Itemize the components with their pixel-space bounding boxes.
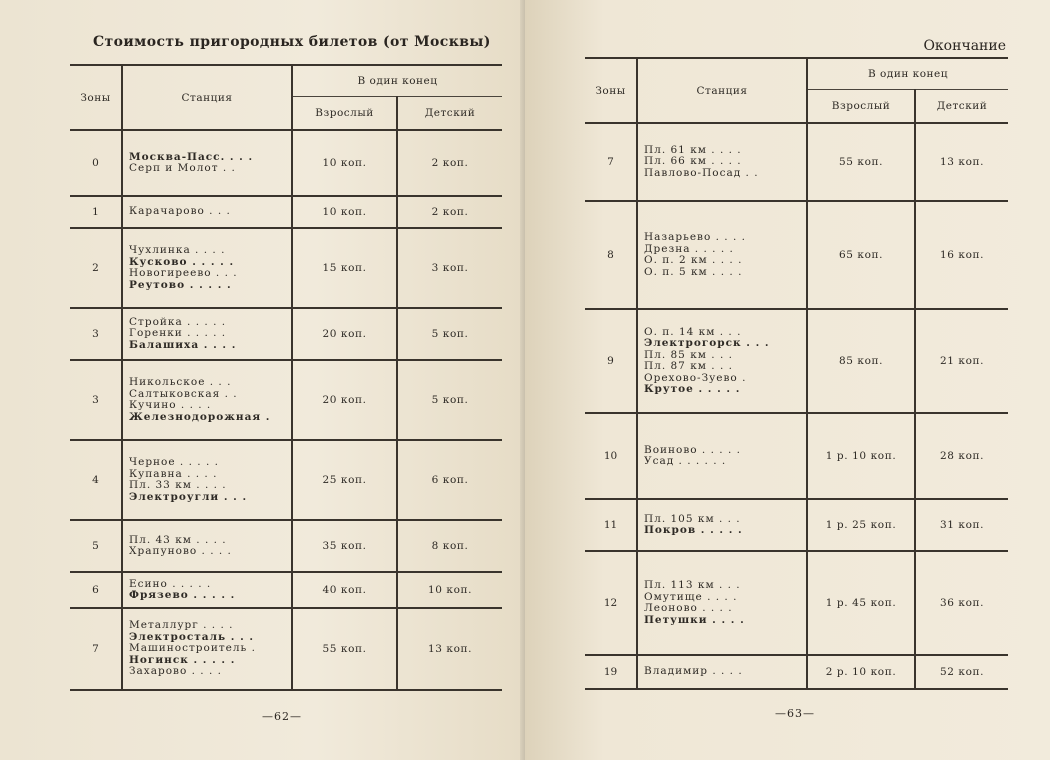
zone-header: Зоны: [595, 84, 626, 97]
zone-cell: 3: [92, 328, 99, 340]
station-name: Ногинск . . . . .: [129, 653, 236, 666]
station-name: Реутово . . . . .: [129, 278, 232, 291]
table-row: [70, 228, 502, 308]
adult-header: Взрослый: [807, 90, 915, 124]
station-cell: [637, 123, 807, 201]
zone-cell: 6: [92, 584, 99, 596]
table-row: [585, 201, 1008, 309]
station-name: Назарьево . . . .: [644, 231, 746, 243]
station-header: Станция: [637, 58, 807, 123]
station-name: Фрязево . . . . .: [129, 589, 236, 601]
child-price-cell: 8 коп.: [397, 520, 502, 572]
station-name: Пл. 43 км . . . .: [129, 533, 227, 546]
child-price-cell: 28 коп.: [915, 413, 1008, 499]
adult-price-cell: 10 коп.: [292, 130, 397, 196]
station-name: Храпуново . . . .: [129, 545, 232, 557]
one-way-header: В один конец: [292, 65, 502, 97]
child-price-cell: 10 коп.: [397, 572, 502, 608]
station-name: Омутище . . . .: [644, 590, 738, 603]
one-way-header: В один конец: [807, 58, 1008, 90]
fare-rows-left: [70, 130, 502, 690]
page-title: Стоимость пригородных билетов (от Москвы): [93, 34, 491, 50]
adult-price-cell: 1 р. 25 коп.: [807, 499, 915, 551]
adult-price-cell: 35 коп.: [292, 520, 397, 572]
table-row: [585, 655, 1008, 689]
child-price-cell: 6 коп.: [397, 440, 502, 520]
station-cell: [637, 309, 807, 413]
adult-price-cell: 10 коп.: [292, 196, 397, 228]
station-name: Есино . . . . .: [129, 577, 212, 590]
child-price-cell: 21 коп.: [915, 309, 1008, 413]
table-row: [70, 360, 502, 440]
station-name: Орехово-Зуево .: [644, 371, 747, 384]
table-row: [585, 499, 1008, 551]
adult-price-cell: 25 коп.: [292, 440, 397, 520]
station-name: Воиново . . . . .: [644, 443, 741, 456]
station-name: Электросталь . . .: [129, 630, 255, 643]
station-name: Пл. 113 км . . .: [644, 579, 741, 591]
adult-price-cell: 1 р. 10 коп.: [807, 413, 915, 499]
page-title: Окончание: [923, 38, 1006, 54]
station-name: Новогиреево . . .: [129, 267, 238, 279]
zone-cell: 1: [92, 206, 99, 218]
fare-table-right: [585, 57, 1008, 690]
station-name: О. п. 2 км . . . .: [644, 254, 743, 266]
right-page: [525, 0, 1050, 760]
zone-cell: 10: [603, 450, 618, 462]
station-cell: [122, 308, 292, 360]
child-price-cell: 13 коп.: [397, 608, 502, 690]
table-row: [585, 309, 1008, 413]
table-row: [585, 551, 1008, 655]
station-name: Захарово . . . .: [129, 665, 222, 678]
zone-cell: 7: [92, 643, 99, 655]
child-header: Детский: [397, 97, 502, 131]
station-name: Петушки . . . .: [644, 613, 745, 626]
zone-cell: 8: [607, 249, 614, 261]
child-price-cell: 16 коп.: [915, 201, 1008, 309]
adult-price-cell: 55 коп.: [292, 608, 397, 690]
station-name: Пл. 87 км . . .: [644, 360, 733, 372]
child-price-cell: 2 коп.: [397, 130, 502, 196]
zone-cell: 7: [607, 156, 614, 168]
station-name: Кучино . . . .: [129, 399, 212, 411]
fare-rows-right: [585, 123, 1008, 689]
station-cell: [637, 655, 807, 689]
table-row: [70, 196, 502, 228]
station-name: Электроугли . . .: [129, 490, 248, 503]
station-name: Пл. 85 км . . .: [644, 348, 733, 361]
adult-price-cell: 2 р. 10 коп.: [807, 655, 915, 689]
station-name: Чухлинка . . . .: [129, 244, 226, 256]
zone-cell: 12: [603, 597, 618, 609]
station-name: Покров . . . . .: [644, 524, 743, 536]
station-name: Карачарово . . .: [129, 205, 231, 218]
station-name: Пл. 61 км . . . .: [644, 143, 742, 156]
station-name: Дрезна . . . . .: [644, 242, 734, 255]
station-cell: [122, 130, 292, 196]
station-name: Пл. 66 км . . . .: [644, 155, 742, 168]
child-price-cell: 13 коп.: [915, 123, 1008, 201]
station-header: Станция: [122, 65, 292, 130]
station-name: Металлург . . . .: [129, 619, 234, 632]
adult-price-cell: 85 коп.: [807, 309, 915, 413]
adult-price-cell: 20 коп.: [292, 360, 397, 440]
station-name: Электрогорск . . .: [644, 337, 770, 349]
station-name: Усад . . . . . .: [644, 455, 727, 467]
station-name: Пл. 105 км . . .: [644, 512, 741, 525]
station-cell: [122, 196, 292, 228]
zone-cell: 5: [92, 540, 99, 552]
station-name: Серп и Молот . .: [129, 162, 236, 174]
station-name: Купавна . . . .: [129, 467, 218, 480]
child-price-cell: 3 коп.: [397, 228, 502, 308]
station-name: Москва-Пасс. . . .: [129, 150, 254, 163]
adult-header: Взрослый: [292, 97, 397, 131]
fare-table-left: [70, 64, 502, 691]
station-name: Железнодорожная .: [129, 410, 271, 423]
station-name: Салтыковская . .: [129, 387, 238, 400]
station-cell: [637, 201, 807, 309]
adult-price-cell: 15 коп.: [292, 228, 397, 308]
station-cell: [637, 413, 807, 499]
station-name: Горенки . . . . .: [129, 327, 227, 340]
adult-price-cell: 40 коп.: [292, 572, 397, 608]
zone-cell: 19: [603, 666, 618, 678]
zone-cell: 11: [603, 519, 618, 531]
station-name: Владимир . . . .: [644, 665, 743, 678]
station-cell: [122, 440, 292, 520]
station-name: Никольское . . .: [129, 376, 232, 388]
station-name: Стройка . . . . .: [129, 315, 227, 328]
zone-cell: 9: [607, 355, 614, 367]
table-row: [70, 572, 502, 608]
zone-cell: 3: [92, 394, 99, 406]
station-cell: [637, 499, 807, 551]
station-name: Крутое . . . . .: [644, 383, 741, 395]
zone-cell: 4: [92, 474, 99, 486]
child-price-cell: 5 коп.: [397, 360, 502, 440]
station-cell: [122, 228, 292, 308]
station-cell: [637, 551, 807, 655]
child-price-cell: 36 коп.: [915, 551, 1008, 655]
station-cell: [122, 520, 292, 572]
adult-price-cell: 55 коп.: [807, 123, 915, 201]
table-row: [585, 413, 1008, 499]
station-name: Кусково . . . . .: [129, 255, 235, 268]
adult-price-cell: 65 коп.: [807, 201, 915, 309]
child-price-cell: 5 коп.: [397, 308, 502, 360]
station-name: Балашиха . . . .: [129, 338, 237, 351]
child-header: Детский: [915, 90, 1008, 124]
table-row: [70, 308, 502, 360]
child-price-cell: 31 коп.: [915, 499, 1008, 551]
page-number: —63—: [775, 707, 815, 720]
station-name: Леоново . . . .: [644, 602, 733, 614]
station-cell: [122, 360, 292, 440]
adult-price-cell: 1 р. 45 коп.: [807, 551, 915, 655]
zone-cell: 0: [92, 157, 99, 169]
station-cell: [122, 572, 292, 608]
station-cell: [122, 608, 292, 690]
table-row: [70, 608, 502, 690]
zone-header: Зоны: [80, 91, 111, 104]
station-name: О. п. 14 км . . .: [644, 325, 742, 338]
station-name: О. п. 5 км . . . .: [644, 265, 743, 278]
station-name: Черное . . . . .: [129, 456, 219, 468]
station-name: Пл. 33 км . . . .: [129, 479, 227, 491]
station-name: Машиностроитель .: [129, 642, 256, 655]
zone-cell: 2: [92, 262, 99, 274]
table-row: [70, 520, 502, 572]
station-name: Павлово-Посад . .: [644, 166, 759, 179]
table-row: [70, 130, 502, 196]
child-price-cell: 2 коп.: [397, 196, 502, 228]
child-price-cell: 52 коп.: [915, 655, 1008, 689]
page-number: —62—: [262, 710, 302, 723]
table-row: [70, 440, 502, 520]
adult-price-cell: 20 коп.: [292, 308, 397, 360]
table-row: [585, 123, 1008, 201]
